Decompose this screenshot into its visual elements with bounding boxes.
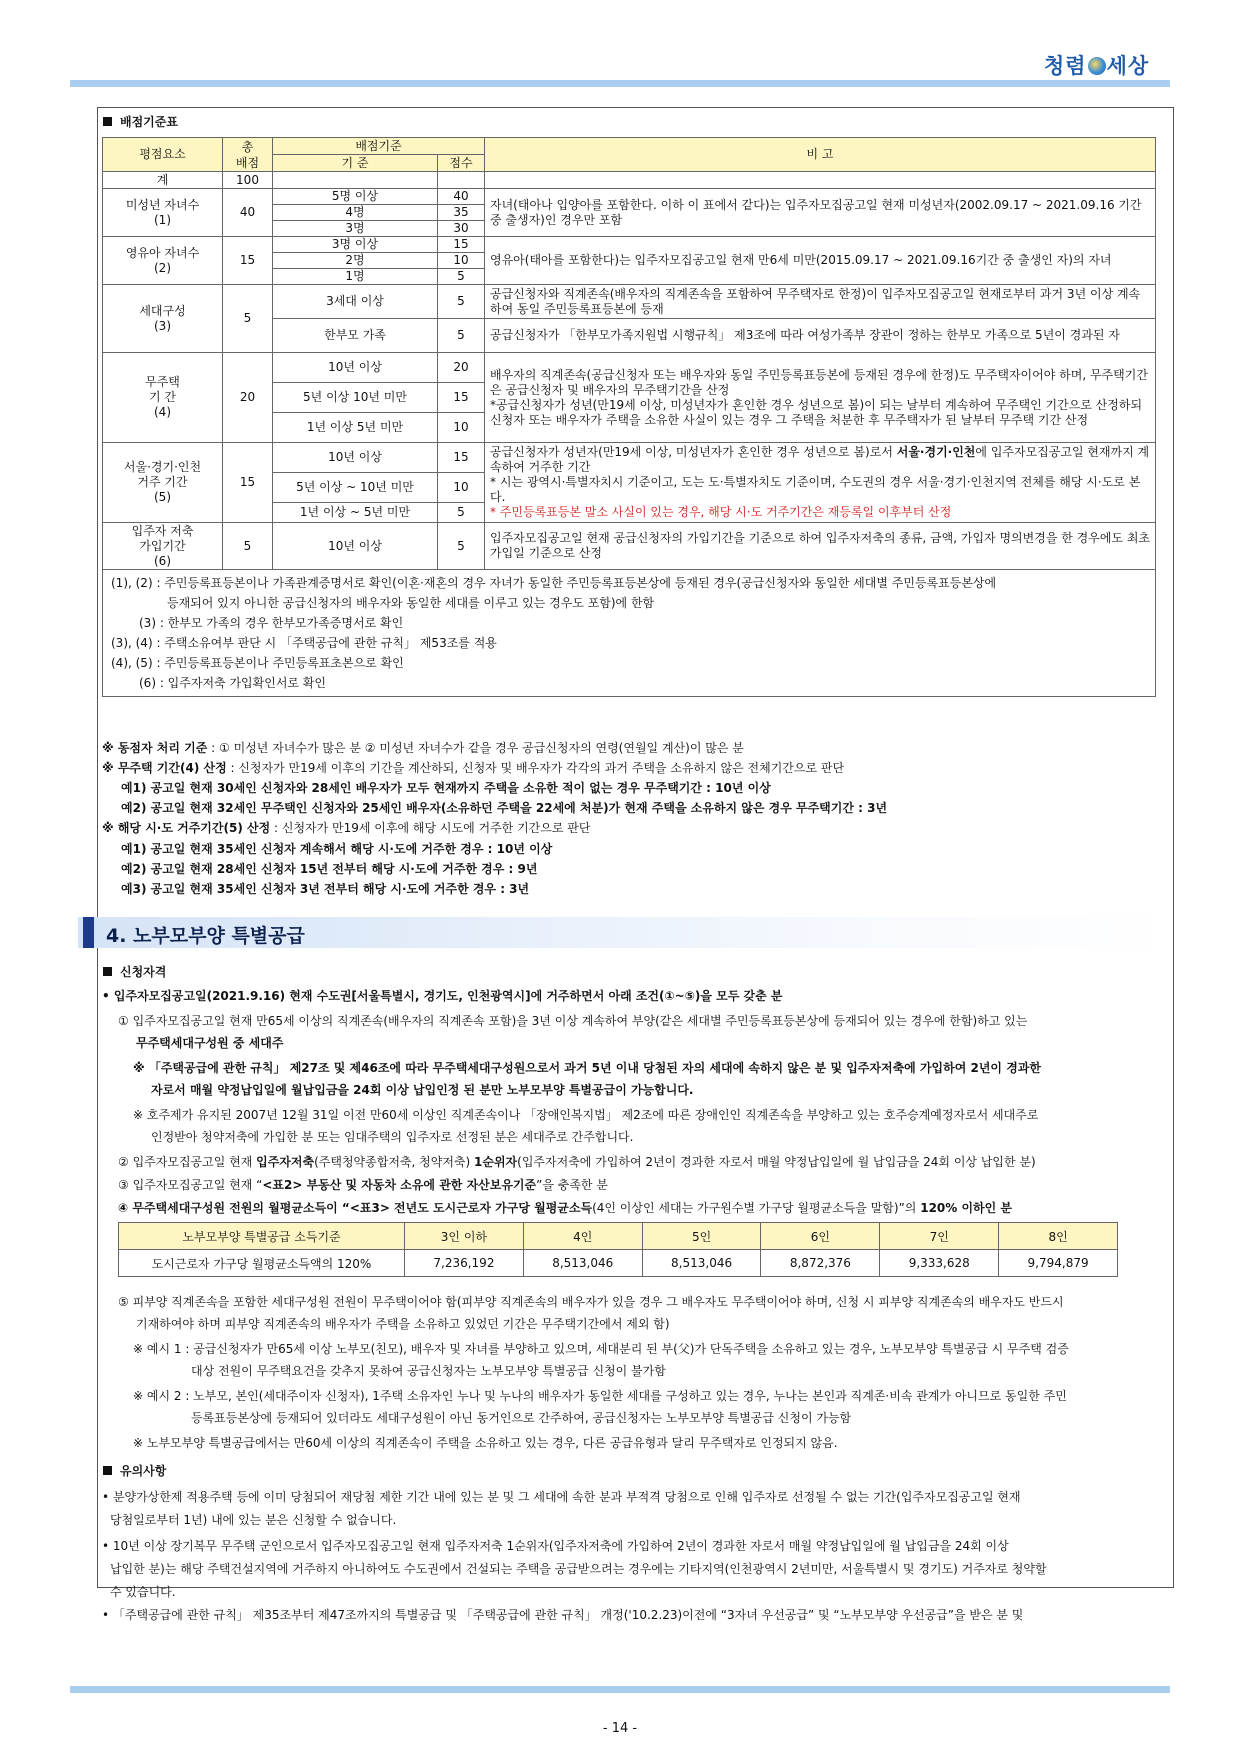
- income-cell: 8,513,046: [642, 1250, 761, 1277]
- note-60: ※ 노부모부양 특별공급에서는 만60세 이상의 직계존속이 주택을 소유하고 있는 경우, 다른 공급유형과 달리 무주택자로 인정되지 않음.: [133, 1436, 838, 1450]
- table-row: [103, 237, 1156, 253]
- col-criterion: 기 준: [273, 155, 438, 172]
- income-cell: 도시근로자 가구당 월평균소득액의 120%: [119, 1250, 405, 1277]
- square-bullet-icon: [103, 967, 112, 976]
- caution-2-cont: 납입한 분)는 해당 주택건설지역에 거주하지 아니하여도 수도권에서 건설되는 주택을 공급받으려는 경우에는 기타지역(인천광역시 2년미만, 서울특별시 및 경기도) 거주자로 청약할: [110, 1562, 1047, 1576]
- points-cell: 40: [438, 189, 485, 205]
- footnote: (4), (5) : 주민등록표등본이나 주민등록표초본으로 확인: [111, 656, 404, 670]
- income-header: 8인: [999, 1223, 1118, 1250]
- eligibility-intro: • 입주자모집공고일(2021.9.16) 현재 수도권[서울특별시, 경기도, 인천광역시]에 거주하면서 아래 조건(①~⑤)을 모두 갖춘 분: [102, 989, 783, 1003]
- table-row: [103, 523, 1156, 570]
- footer-rule: [70, 1686, 1170, 1693]
- factor-cell: 영유아 자녀수 (2): [103, 237, 223, 285]
- condition-5-cont: 기재하여야 하며 피부양 직계존속의 배우자가 주택을 소유하고 있었던 기간은 무주택기간에서 제외 함): [136, 1317, 670, 1331]
- points-cell: 10: [438, 413, 485, 443]
- income-header: 5인: [642, 1223, 761, 1250]
- caution-1: • 분양가상한제 적용주택 등에 이미 당첨되어 재당첨 제한 기간 내에 있는 분 및 그 세대에 속한 분과 부적격 당첨으로 인해 입주자로 선정될 수 없는 기간(입주자모집공고일 현재: [102, 1490, 1021, 1504]
- condition-1-note: ※ 「주택공급에 관한 규칙」 제27조 및 제46조에 따라 무주택세대구성원으로서 과거 5년 이내 당첨된 자의 세대에 속하지 않은 분 및 입주자저축에 가입하여 2년이 경과한: [133, 1061, 1041, 1075]
- income-cell: 9,333,628: [880, 1250, 999, 1277]
- condition-2: ② 입주자모집공고일 현재 입주자저축(주택청약종합저축, 청약저축) 1순위자(입주자저축에 가입하여 2년이 경과한 자로서 매월 약정납입일에 월 납입금을 24회 이상 납입한 분): [118, 1155, 1036, 1169]
- points-cell: 5: [438, 319, 485, 353]
- table-row: [103, 353, 1156, 383]
- total-cell: 5: [223, 523, 273, 570]
- total-cell: 20: [223, 353, 273, 443]
- page-number: - 14 -: [602, 1721, 638, 1736]
- remark-cell: 자녀(태아나 입양아를 포함한다. 이하 이 표에서 같다)는 입주자모집공고일 현재 미성년자(2002.09.17 ~ 2021.09.16 기간 중 출생자)인 경우만 포함: [485, 189, 1156, 237]
- example-2: ※ 예시 2 : 노부모, 본인(세대주이자 신청자), 1주택 소유자인 누나 및 누나의 배우자가 동일한 세대를 구성하고 있는 경우, 누나는 본인과 직계존·비속 관계가 아니므로 동일한 주민: [133, 1389, 1067, 1403]
- remark-line: ※ 동점자 처리 기준 : ① 미성년 자녀수가 많은 분 ② 미성년 자녀수가 같을 경우 공급신청자의 연령(연월일 계산)이 많은 분: [102, 741, 744, 755]
- remark-example: 예2) 공고일 현재 28세인 신청자 15년 전부터 해당 시·도에 거주한 경우 : 9년: [121, 862, 538, 876]
- income-table: [118, 1222, 1118, 1277]
- factor-cell: 서울·경기·인천 거주 기간 (5): [103, 443, 223, 523]
- criterion-cell: 1명: [273, 269, 438, 285]
- table-row: [103, 285, 1156, 319]
- caution-2: • 10년 이상 장기복무 무주택 군인으로서 입주자모집공고일 현재 입주자저축 1순위자(입주자저축에 가입하여 2년이 경과한 자로서 매월 약정납입일에 월 납입금을 24회 이상: [102, 1539, 1009, 1553]
- criterion-cell: 1년 이상 5년 미만: [273, 413, 438, 443]
- condition-3: ③ 입주자모집공고일 현재 “<표2> 부동산 및 자동차 소유에 관한 자산보유기준”을 충족한 분: [118, 1178, 608, 1192]
- income-header: 6인: [761, 1223, 880, 1250]
- criterion-cell: 10년 이상: [273, 443, 438, 473]
- table-header-row: [119, 1223, 1118, 1250]
- example-1-cont: 대상 전원이 무주택요건을 갖추지 못하여 공급신청자는 노부모부양 특별공급 신청이 불가함: [191, 1364, 666, 1378]
- footnote: 등재되어 있지 아니한 공급신청자의 배우자와 동일한 세대를 이루고 있는 경우도 포함)에 한함: [167, 596, 655, 610]
- income-cell: 8,513,046: [523, 1250, 642, 1277]
- section4-title: 4. 노부모부양 특별공급: [106, 925, 305, 947]
- total-cell: 15: [223, 443, 273, 523]
- section4-title-bar: [78, 917, 1172, 948]
- footnote: (6) : 입주자저축 가입확인서로 확인: [139, 676, 326, 690]
- remark-line: ※ 무주택 기간(4) 산정 : 신청자가 만19세 이후의 기간을 계산하되, 신청자 및 배우자가 각각의 과거 주택을 소유하지 않은 전체기간으로 판단: [102, 761, 845, 775]
- condition-4: ④ 무주택세대구성원 전원의 월평균소득이 “<표3> 전년도 도시근로자 가구당 월평균소득(4인 이상인 세대는 가구원수별 가구당 월평균소득을 말함)”의 120% 이하인 분: [118, 1201, 1013, 1215]
- section-accent-bar: [83, 917, 94, 948]
- col-factor: 평점요소: [103, 138, 223, 172]
- criterion-cell: 3세대 이상: [273, 285, 438, 319]
- income-header: 4인: [523, 1223, 642, 1250]
- condition-1-cont: 무주택세대구성원 중 세대주: [136, 1036, 284, 1050]
- income-cell: 9,794,879: [999, 1250, 1118, 1277]
- remark-example: 예1) 공고일 현재 35세인 신청자 계속해서 해당 시·도에 거주한 경우 : 10년 이상: [121, 842, 553, 856]
- total-cell: 5: [223, 285, 273, 353]
- caution-3: • 「주택공급에 관한 규칙」 제35조부터 제47조까지의 특별공급 및 「주택공급에 관한 규칙」 개정('10.2.23)이전에 “3자녀 우선공급” 및 “노부모부양 우선공급”을 받은 분 및: [102, 1608, 1024, 1622]
- total-value: 100: [223, 172, 273, 189]
- table-row: [103, 172, 1156, 189]
- table-row: [119, 1250, 1118, 1277]
- factor-cell: 입주자 저축 가입기간 (6): [103, 523, 223, 570]
- footnote: (3), (4) : 주택소유여부 판단 시 「주택공급에 관한 규칙」 제53조를 적용: [111, 636, 497, 650]
- footnote: (3) : 한부모 가족의 경우 한부모가족증명서로 확인: [139, 616, 404, 630]
- income-header: 7인: [880, 1223, 999, 1250]
- remark-line: ※ 해당 시·도 거주기간(5) 산정 : 신청자가 만19세 이후에 해당 시도에 거주한 기간으로 판단: [102, 821, 591, 835]
- criterion-cell: 1년 이상 ~ 5년 미만: [273, 503, 438, 523]
- criterion-cell: 한부모 가족: [273, 319, 438, 353]
- remark-bold: 서울·경기·인천: [896, 445, 976, 459]
- logo: 청렴 세상: [1044, 53, 1150, 78]
- col-total: 총 배점: [223, 138, 273, 172]
- square-bullet-icon: [103, 1466, 112, 1475]
- criterion-cell: 5명 이상: [273, 189, 438, 205]
- criterion-cell: 5년 이상 10년 미만: [273, 383, 438, 413]
- example-1: ※ 예시 1 : 공급신청자가 만65세 이상 노부모(친모), 배우자 및 자녀를 부양하고 있으며, 세대분리 된 부(父)가 단독주택을 소유하고 있는 경우, 노부모부양 특별공급 시 무주택 검증: [133, 1342, 1069, 1356]
- total-cell: 15: [223, 237, 273, 285]
- footnote: (1), (2) : 주민등록표등본이나 가족관계증명서로 확인(이혼·재혼의 경우 자녀가 동일한 주민등록표등본상에 등재된 경우(공급신청자와 동일한 세대별 주민등록표등본상에: [111, 576, 997, 590]
- criterion-cell: 3명 이상: [273, 237, 438, 253]
- points-cell: 30: [438, 221, 485, 237]
- points-cell: 15: [438, 237, 485, 253]
- criterion-cell: 3명: [273, 221, 438, 237]
- points-cell: 5: [438, 523, 485, 570]
- remark-text: 공급신청자가 성년자(만19세 이상, 미성년자가 혼인한 경우 성년으로 봄)로서: [490, 445, 897, 459]
- table-row: [103, 443, 1156, 473]
- factor-cell: 세대구성 (3): [103, 285, 223, 353]
- score-section-heading: 배점기준표: [103, 113, 178, 130]
- total-label: 계: [103, 172, 223, 189]
- remark-cell: 입주자모집공고일 현재 공급신청자의 가입기간을 기준으로 하여 입주자저축의 종류, 금액, 가입자 명의변경을 한 경우에도 최초 가입일 기준으로 산정: [485, 523, 1156, 570]
- caution-1-cont: 당첨일로부터 1년) 내에 있는 분은 신청할 수 없습니다.: [110, 1513, 397, 1527]
- col-criteria-group: 배점기준: [273, 138, 485, 155]
- col-points: 점수: [438, 155, 485, 172]
- warning-text: * 주민등록표등본 말소 사실이 있는 경우, 해당 시·도 거주기간은 재등록일 이후부터 산정: [490, 505, 952, 519]
- income-header: 3인 이하: [405, 1223, 524, 1250]
- criterion-cell: 5년 이상 ~ 10년 미만: [273, 473, 438, 503]
- points-cell: 15: [438, 383, 485, 413]
- globe-icon: [1088, 57, 1106, 75]
- condition-1-note-cont: 자로서 매월 약정납입일에 월납입금을 24회 이상 납입인정 된 분만 노부모부양 특별공급이 가능합니다.: [151, 1083, 694, 1097]
- col-remarks: 비 고: [485, 138, 1156, 172]
- caution-heading: 유의사항: [103, 1462, 166, 1479]
- remark-example: 예2) 공고일 현재 32세인 무주택인 신청자와 25세인 배우자(소유하던 주택을 22세에 처분)가 현재 주택을 소유하지 않은 경우 무주택기간 : 3년: [121, 801, 888, 815]
- footnotes-cell: [103, 570, 1156, 697]
- condition-1-note2-cont: 인정받아 청약저축에 가입한 분 또는 임대주택의 입주자로 선정된 분은 세대주로 간주합니다.: [151, 1130, 634, 1144]
- table-row: [103, 189, 1156, 205]
- example-2-cont: 등록표등본상에 등재되어 있더라도 세대구성원이 아닌 동거인으로 간주하여, 공급신청자는 노부모부양 특별공급 신청이 가능함: [191, 1411, 852, 1425]
- remark-example: 예1) 공고일 현재 30세인 신청자와 28세인 배우자가 모두 현재까지 주택을 소유한 적이 없는 경우 무주택기간 : 10년 이상: [121, 781, 771, 795]
- factor-cell: 무주택 기 간 (4): [103, 353, 223, 443]
- eligibility-heading: 신청자격: [103, 963, 166, 980]
- remark-cell: 공급신청자와 직계존속(배우자의 직계존속을 포함하여 무주택자로 한정)이 입주자모집공고일 현재로부터 과거 3년 이상 계속하여 동일 주민등록표등본에 등재: [485, 285, 1156, 319]
- income-header: 노부모부양 특별공급 소득기준: [119, 1223, 405, 1250]
- points-cell: 20: [438, 353, 485, 383]
- points-cell: 10: [438, 253, 485, 269]
- points-cell: 35: [438, 205, 485, 221]
- score-table: [102, 137, 1156, 697]
- points-cell: 10: [438, 473, 485, 503]
- square-bullet-icon: [103, 117, 112, 126]
- remark-cell: 영유아(태아를 포함한다)는 입주자모집공고일 현재 만6세 미만(2015.09.17 ~ 2021.09.16기간 중 출생인 자)의 자녀: [485, 237, 1156, 285]
- remark-text: 에 입주자모집공고일 현재까지 계속하여 거주한 기간: [490, 445, 1150, 474]
- condition-1-note2: ※ 호주제가 유지된 2007년 12월 31일 이전 만60세 이상인 직계존속이나 「장애인복지법」 제2조에 따른 장애인인 직계존속을 부양하고 있는 호주승계예정자로서 세대주로: [133, 1108, 1039, 1122]
- header-rule: [70, 80, 1170, 87]
- remark-text: * 시는 광역시·특별자치시 기준이고, 도는 도·특별자치도 기준이며, 수도권의 경우 서울·경기·인천지역 전체를 해당 시·도로 본다.: [490, 475, 1141, 504]
- remark-cell: 배우자의 직계존속(공급신청자 또는 배우자와 동일 주민등록표등본에 등재된 경우에 한정)도 무주택자이어야 하며, 무주택기간은 공급신청자 및 배우자의 무주택기간을 산정 *공급신청자가 성년(만19세 이상, 미성년자가 혼인한 경우 성년으로 봄)이 되는 날부터 계속하여 무주택인 기간으로 산정하되 신청자 또는 배우자가 주택을 소유한 사실이 있는 경우 그 주택을 처분한 후 무주택자가 된 날부터 무주택 기간 산정: [485, 353, 1156, 443]
- footnote-row: [103, 570, 1156, 697]
- caution-2-cont2: 수 있습니다.: [110, 1585, 176, 1599]
- criterion-cell: 2명: [273, 253, 438, 269]
- condition-1: ① 입주자모집공고일 현재 만65세 이상의 직계존속(배우자의 직계존속 포함)을 3년 이상 계속하여 부양(같은 세대별 주민등록표등본상에 등재되어 있는 경우에 한함)하고 있는: [118, 1014, 1028, 1028]
- income-cell: 7,236,192: [405, 1250, 524, 1277]
- income-cell: 8,872,376: [761, 1250, 880, 1277]
- criterion-cell: 10년 이상: [273, 353, 438, 383]
- criterion-cell: 10년 이상: [273, 523, 438, 570]
- points-cell: 5: [438, 285, 485, 319]
- condition-5: ⑤ 피부양 직계존속을 포함한 세대구성원 전원이 무주택이어야 함(피부양 직계존속의 배우자가 있을 경우 그 배우자도 무주택이어야 하며, 신청 시 피부양 직계존속의 배우자도 반드시: [118, 1295, 1064, 1309]
- factor-cell: 미성년 자녀수 (1): [103, 189, 223, 237]
- points-cell: 15: [438, 443, 485, 473]
- remark-cell: [485, 443, 1156, 523]
- points-cell: 5: [438, 503, 485, 523]
- criterion-cell: 4명: [273, 205, 438, 221]
- points-cell: 5: [438, 269, 485, 285]
- remark-example: 예3) 공고일 현재 35세인 신청자 3년 전부터 해당 시·도에 거주한 경우 : 3년: [121, 882, 530, 896]
- remark-cell: 공급신청자가 「한부모가족지원법 시행규칙」 제3조에 따라 여성가족부 장관이 정하는 한부모 가족으로 5년이 경과된 자: [485, 319, 1156, 353]
- total-cell: 40: [223, 189, 273, 237]
